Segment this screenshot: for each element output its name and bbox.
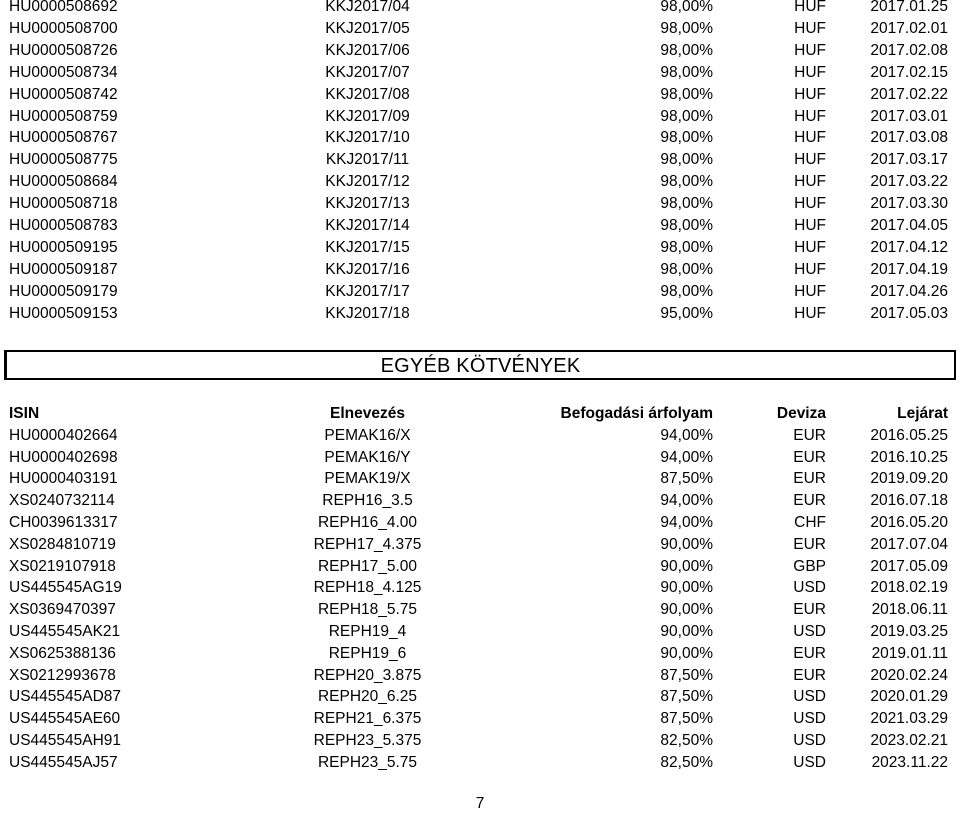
maturity-cell: 2016.05.20 [870, 513, 948, 531]
isin-cell: HU0000508734 [9, 63, 118, 81]
section-title: EGYÉB KÖTVÉNYEK [4, 350, 956, 380]
name-cell: KKJ2017/05 [325, 19, 410, 37]
currency-cell: HUF [794, 238, 826, 256]
isin-cell: XS0625388136 [9, 644, 116, 662]
table-row [0, 599, 960, 621]
maturity-cell: 2017.02.22 [870, 85, 948, 103]
name-cell: KKJ2017/16 [325, 260, 410, 278]
name-cell: KKJ2017/10 [325, 129, 410, 147]
rate-cell: 90,00% [660, 601, 713, 619]
maturity-cell: 2017.04.12 [870, 238, 948, 256]
currency-cell: HUF [794, 0, 826, 15]
maturity-cell: 2017.05.03 [870, 304, 948, 322]
name-cell: KKJ2017/07 [325, 63, 410, 81]
rate-cell: 98,00% [660, 129, 713, 147]
table-row [0, 556, 960, 578]
rate-cell: 90,00% [660, 535, 713, 553]
isin-cell: US445545AJ57 [9, 753, 118, 771]
maturity-cell: 2017.02.08 [870, 41, 948, 59]
isin-cell: HU0000508759 [9, 107, 118, 125]
isin-cell: XS0219107918 [9, 557, 116, 575]
maturity-cell: 2023.11.22 [871, 753, 948, 771]
rate-cell: 82,50% [660, 731, 713, 749]
name-cell: REPH17_5.00 [317, 557, 418, 575]
table-row [0, 425, 960, 447]
rate-cell: 98,00% [660, 41, 713, 59]
maturity-cell: 2019.03.25 [870, 622, 948, 640]
maturity-cell: 2017.03.01 [870, 107, 948, 125]
rate-cell: 98,00% [660, 217, 713, 235]
table-header-row [0, 403, 960, 425]
currency-cell: HUF [794, 107, 826, 125]
isin-cell: HU0000508783 [9, 217, 118, 235]
rate-cell: 98,00% [660, 282, 713, 300]
rate-cell: 94,00% [660, 426, 713, 444]
currency-cell: USD [793, 622, 826, 640]
kkj-bond-table-body [0, 0, 960, 325]
name-cell: REPH21_6.375 [313, 710, 422, 728]
rate-cell: 87,50% [660, 710, 713, 728]
currency-cell: USD [793, 579, 826, 597]
name-cell: REPH23_5.75 [317, 753, 418, 771]
name-cell: REPH17_4.375 [313, 535, 422, 553]
currency-cell: USD [793, 710, 826, 728]
isin-cell: CH0039613317 [9, 513, 118, 531]
header-maturity: Lejárat [897, 405, 948, 422]
currency-cell: EUR [793, 644, 826, 662]
isin-cell: HU0000509187 [9, 260, 118, 278]
currency-cell: USD [793, 753, 826, 771]
table-row [0, 490, 960, 512]
table-row [0, 708, 960, 730]
table-row [0, 447, 960, 469]
currency-cell: HUF [794, 282, 826, 300]
rate-cell: 98,00% [660, 63, 713, 81]
name-cell: KKJ2017/04 [325, 0, 410, 15]
other-bonds-table [0, 403, 960, 774]
name-cell: KKJ2017/09 [325, 107, 410, 125]
isin-cell: US445545AE60 [9, 710, 121, 728]
maturity-cell: 2017.04.26 [870, 282, 948, 300]
currency-cell: HUF [794, 85, 826, 103]
maturity-cell: 2017.02.01 [870, 19, 948, 37]
rate-cell: 98,00% [660, 151, 713, 169]
currency-cell: EUR [793, 492, 826, 510]
table-row [0, 0, 960, 18]
name-cell: KKJ2017/15 [325, 238, 410, 256]
header-isin: ISIN [9, 405, 40, 422]
table-row [0, 281, 960, 303]
currency-cell: EUR [793, 535, 826, 553]
table-row [0, 730, 960, 752]
maturity-cell: 2020.02.24 [870, 666, 948, 684]
isin-cell: US445545AK21 [9, 622, 121, 640]
table-row [0, 621, 960, 643]
name-cell: PEMAK19/X [324, 470, 411, 488]
isin-cell: HU0000508692 [9, 0, 118, 15]
name-cell: REPH23_5.375 [313, 731, 422, 749]
table-row [0, 106, 960, 128]
currency-cell: HUF [794, 173, 826, 191]
currency-cell: EUR [793, 601, 826, 619]
name-cell: KKJ2017/12 [325, 173, 410, 191]
rate-cell: 82,50% [660, 753, 713, 771]
rate-cell: 90,00% [660, 557, 713, 575]
table-row [0, 237, 960, 259]
name-cell: KKJ2017/08 [325, 85, 410, 103]
rate-cell: 90,00% [660, 622, 713, 640]
maturity-cell: 2019.09.20 [870, 470, 948, 488]
currency-cell: USD [793, 688, 826, 706]
currency-cell: GBP [793, 557, 826, 575]
rate-cell: 98,00% [660, 238, 713, 256]
rate-cell: 94,00% [660, 448, 713, 466]
rate-cell: 98,00% [660, 19, 713, 37]
rate-cell: 90,00% [660, 579, 713, 597]
maturity-cell: 2016.05.25 [870, 426, 948, 444]
name-cell: KKJ2017/13 [325, 195, 410, 213]
maturity-cell: 2017.03.08 [870, 129, 948, 147]
maturity-cell: 2016.07.18 [870, 492, 948, 510]
table-row [0, 577, 960, 599]
table-row [0, 127, 960, 149]
name-cell: REPH16_4.00 [317, 513, 418, 531]
maturity-cell: 2020.01.29 [870, 688, 948, 706]
currency-cell: HUF [794, 63, 826, 81]
rate-cell: 87,50% [660, 666, 713, 684]
isin-cell: XS0240732114 [9, 492, 115, 510]
isin-cell: HU0000508700 [9, 19, 118, 37]
table-row [0, 62, 960, 84]
name-cell: KKJ2017/11 [325, 151, 410, 169]
table-row [0, 84, 960, 106]
maturity-cell: 2019.01.11 [871, 644, 948, 662]
rate-cell: 98,00% [660, 107, 713, 125]
isin-cell: XS0284810719 [9, 535, 116, 553]
name-cell: REPH18_4.125 [313, 579, 422, 597]
table-row [0, 18, 960, 40]
kkj-bond-table [0, 0, 960, 325]
header-currency: Deviza [776, 405, 826, 422]
maturity-cell: 2017.04.19 [870, 260, 948, 278]
rate-cell: 95,00% [660, 304, 713, 322]
table-row [0, 512, 960, 534]
currency-cell: HUF [794, 41, 826, 59]
name-cell: REPH18_5.75 [317, 601, 418, 619]
table-row [0, 40, 960, 62]
isin-cell: US445545AG19 [9, 579, 122, 597]
currency-cell: HUF [794, 304, 826, 322]
currency-cell: EUR [793, 666, 826, 684]
table-row [0, 686, 960, 708]
isin-cell: XS0369470397 [9, 601, 116, 619]
currency-cell: HUF [794, 260, 826, 278]
isin-cell: HU0000508767 [9, 129, 118, 147]
table-row [0, 752, 960, 774]
rate-cell: 90,00% [660, 644, 713, 662]
maturity-cell: 2023.02.21 [870, 731, 948, 749]
currency-cell: USD [793, 731, 826, 749]
currency-cell: EUR [793, 470, 826, 488]
isin-cell: HU0000402664 [9, 426, 118, 444]
table-row [0, 171, 960, 193]
maturity-cell: 2017.04.05 [870, 217, 948, 235]
isin-cell: HU0000402698 [9, 448, 118, 466]
table-row [0, 534, 960, 556]
table-row [0, 643, 960, 665]
other-bonds-table-body [0, 425, 960, 774]
maturity-cell: 2016.10.25 [870, 448, 948, 466]
name-cell: REPH20_3.875 [313, 666, 422, 684]
rate-cell: 98,00% [660, 85, 713, 103]
rate-cell: 87,50% [660, 688, 713, 706]
isin-cell: HU0000508726 [9, 41, 118, 59]
name-cell: KKJ2017/06 [325, 41, 410, 59]
maturity-cell: 2017.05.09 [870, 557, 948, 575]
name-cell: PEMAK16/X [324, 426, 411, 444]
rate-cell: 98,00% [660, 173, 713, 191]
isin-cell: US445545AH91 [9, 731, 122, 749]
currency-cell: EUR [793, 448, 826, 466]
table-row [0, 149, 960, 171]
rate-cell: 98,00% [660, 260, 713, 278]
name-cell: REPH19_4 [328, 622, 407, 640]
header-name: Elnevezés [330, 405, 405, 422]
name-cell: REPH16_3.5 [322, 492, 413, 510]
currency-cell: CHF [794, 513, 826, 531]
name-cell: REPH19_6 [328, 644, 407, 662]
isin-cell: HU0000509179 [9, 282, 118, 300]
table-row [0, 215, 960, 237]
currency-cell: HUF [794, 195, 826, 213]
currency-cell: EUR [793, 426, 826, 444]
rate-cell: 98,00% [660, 195, 713, 213]
isin-cell: HU0000508718 [9, 195, 118, 213]
maturity-cell: 2021.03.29 [870, 710, 948, 728]
isin-cell: HU0000508684 [9, 173, 118, 191]
maturity-cell: 2018.06.11 [871, 601, 948, 619]
currency-cell: HUF [794, 19, 826, 37]
rate-cell: 98,00% [660, 0, 713, 15]
rate-cell: 87,50% [660, 470, 713, 488]
rate-cell: 94,00% [660, 513, 713, 531]
maturity-cell: 2017.03.17 [870, 151, 948, 169]
name-cell: KKJ2017/17 [325, 282, 410, 300]
isin-cell: HU0000403191 [9, 470, 118, 488]
table-row [0, 665, 960, 687]
isin-cell: US445545AD87 [9, 688, 122, 706]
maturity-cell: 2017.01.25 [870, 0, 948, 15]
isin-cell: HU0000508742 [9, 85, 118, 103]
isin-cell: HU0000508775 [9, 151, 118, 169]
currency-cell: HUF [794, 129, 826, 147]
isin-cell: HU0000509153 [9, 304, 118, 322]
rate-cell: 94,00% [660, 492, 713, 510]
name-cell: PEMAK16/Y [324, 448, 411, 466]
table-row [0, 193, 960, 215]
header-rate: Befogadási árfolyam [560, 405, 713, 422]
maturity-cell: 2017.07.04 [870, 535, 948, 553]
isin-cell: XS0212993678 [9, 666, 116, 684]
maturity-cell: 2017.02.15 [870, 63, 948, 81]
table-row [0, 303, 960, 325]
page-number: 7 [475, 795, 485, 812]
name-cell: KKJ2017/18 [325, 304, 410, 322]
isin-cell: HU0000509195 [9, 238, 118, 256]
name-cell: KKJ2017/14 [325, 217, 410, 235]
maturity-cell: 2018.02.19 [870, 579, 948, 597]
table-row [0, 259, 960, 281]
currency-cell: HUF [794, 151, 826, 169]
maturity-cell: 2017.03.30 [870, 195, 948, 213]
currency-cell: HUF [794, 217, 826, 235]
maturity-cell: 2017.03.22 [870, 173, 948, 191]
table-row [0, 468, 960, 490]
name-cell: REPH20_6.25 [317, 688, 418, 706]
